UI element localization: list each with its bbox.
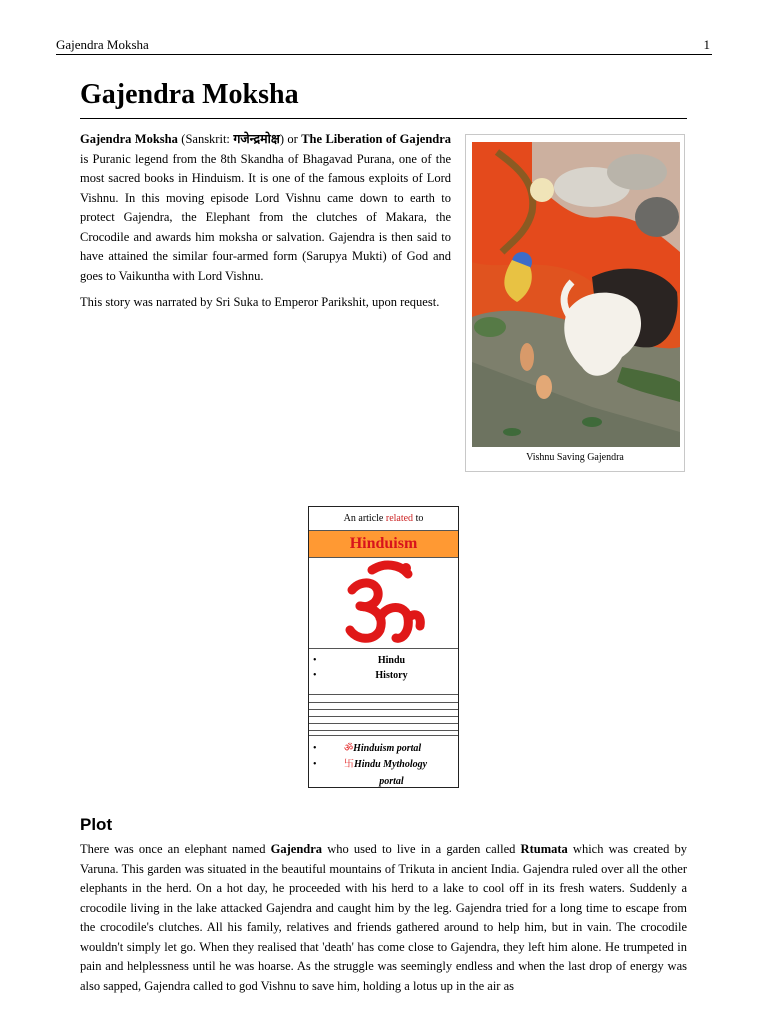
divider	[309, 730, 458, 731]
plot-text-1: There was once an elephant named	[80, 842, 271, 856]
list-item[interactable]	[309, 668, 458, 683]
swastika-portal-icon: 卐	[344, 759, 354, 770]
infobox-title[interactable]: Hinduism	[309, 531, 458, 558]
topic-hindu[interactable]: Hindu	[377, 655, 406, 666]
list-bullet: •	[313, 743, 317, 754]
list-bullet: •	[313, 670, 317, 681]
intro-text-2: ) or	[279, 132, 302, 146]
infobox-intro-before: An article	[343, 513, 386, 524]
topic-history[interactable]: History	[375, 670, 408, 681]
infobox-portals	[309, 736, 458, 791]
hindu-mythology-portal-link[interactable]	[344, 757, 427, 773]
hinduism-portal-link[interactable]	[344, 741, 421, 757]
term-gajendra-moksha: Gajendra Moksha	[80, 132, 178, 146]
infobox-intro-after: to	[413, 513, 424, 524]
mythology-portal-label-line1: Hindu Mythology	[354, 759, 428, 770]
intro-paragraph-1	[80, 130, 451, 286]
om-symbol-cell	[309, 558, 458, 649]
term-rtumata: Rtumata	[520, 842, 568, 856]
divider	[309, 709, 458, 710]
list-bullet: •	[313, 655, 317, 666]
intro-paragraph-2: This story was narrated by Sri Suka to Emperor Parikshit, upon request.	[80, 295, 440, 309]
plot-text-2: who used to live in a garden called	[322, 842, 521, 856]
om-portal-icon: ॐ	[344, 743, 354, 754]
hinduism-portal-label: Hinduism portal	[353, 743, 422, 754]
term-gajendra: Gajendra	[270, 842, 323, 856]
figure-caption: Vishnu Saving Gajendra	[526, 452, 624, 463]
intro-text-3: is Puranic legend from the 8th Skandha of Bhagavad Purana, one of the most sacred books in Hinduism. It is one of the famous exploits of Lord Vishnu. In this moving episode Lord Vishnu came down to earth to protect Gajendra, the Elephant from the clutches of Makara, the Crocodile and awards him moksha or salvation. Gajendra is then said to have attained the similar four-armed form (Sarupya Mukti) of God and goes to Vaikuntha with Lord Vishnu.	[80, 151, 451, 283]
list-bullet: •	[313, 759, 317, 770]
figure-vishnu-gajendra	[465, 134, 685, 472]
painting-illustration	[472, 142, 680, 447]
page-number: 1	[703, 37, 710, 52]
related-link[interactable]: related	[385, 513, 414, 524]
plot-text-3: which was created by Varuna. This garden was situated in the beautiful mountains of Trikuta in ancient India. Gajendra ruled over all the other elephants in the herd. On a hot day, he proceeded with his herd to a lake to cool off in its fresh waters. Suddenly a crocodile living in the lake attacked Gajendra and caught him by the leg. Gajendra tried for a long time to escape from the crocodile's clutches. All his family, relatives and friends gathered around to help him, but in vain. The crocodile wouldn't simply let go. When they realised that 'death' has come close to Gajendra, they left him alone. He trumpeted in pain and helplessness until he was hoarse. As the struggle was seemingly endless and when the last drop of energy was also sapped, Gajendra called to god Vishnu to save him, holding a lotus up in the air as	[80, 842, 687, 993]
list-item[interactable]	[309, 653, 458, 668]
om-symbol-icon	[342, 560, 426, 646]
divider	[309, 702, 458, 703]
infobox-topic-list	[309, 649, 458, 695]
running-title: Gajendra Moksha	[56, 37, 149, 52]
term-liberation: The Liberation of Gajendra	[301, 132, 452, 146]
infobox-intro	[309, 507, 458, 531]
infobox-empty-rows	[309, 695, 458, 736]
divider	[309, 723, 458, 724]
divider	[309, 716, 458, 717]
hinduism-infobox	[308, 506, 459, 788]
sanskrit-name: गजेन्द्रमोक्ष	[233, 132, 280, 146]
running-header	[56, 36, 712, 55]
intro-text-1: (Sanskrit:	[177, 132, 234, 146]
intro-section	[80, 130, 451, 320]
plot-paragraph	[80, 840, 687, 996]
page-title: Gajendra Moksha	[80, 78, 687, 119]
mythology-portal-label-line2[interactable]: portal	[379, 776, 404, 787]
painting-image	[472, 142, 680, 447]
plot-heading: Plot	[80, 815, 113, 834]
